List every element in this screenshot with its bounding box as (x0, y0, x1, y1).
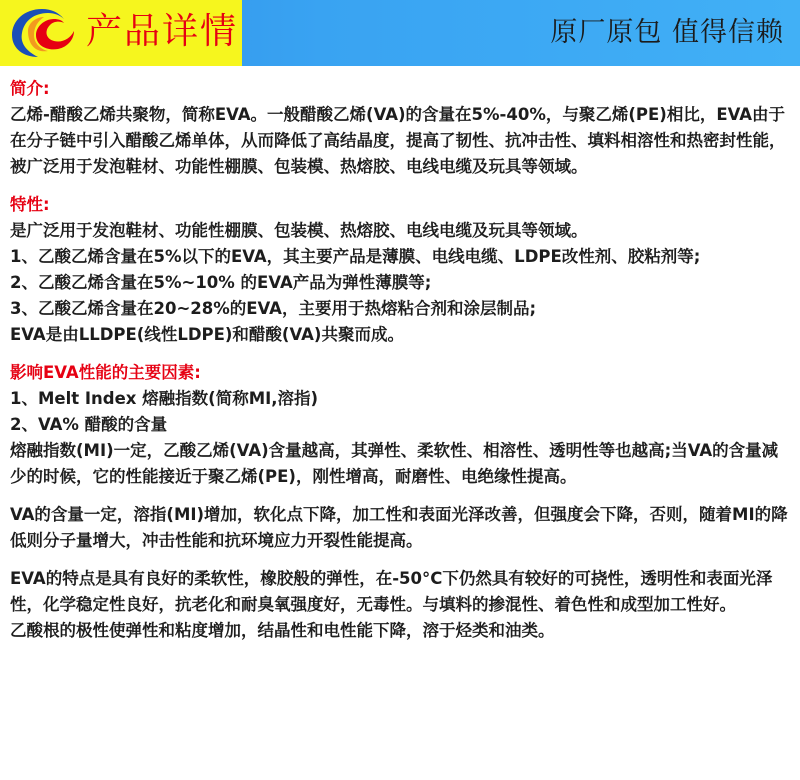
features-line: 1、乙酸乙烯含量在5%以下的EVA，其主要产品是薄膜、电线电缆、LDPE改性剂、胶粘剂等; (10, 247, 701, 266)
intro-text: 乙烯-醋酸乙烯共聚物，简称EVA。一般醋酸乙烯(VA)的含量在5%-40%，与聚乙烯(PE)相比，EVA由于在分子链中引入醋酸乙烯单体，从而降低了高结晶度，提高了韧性、抗冲击性、填料相溶性和热密封性能，被广泛用于发泡鞋材、功能性棚膜、包装模、热熔胶、电线电缆及玩具等领域。 (10, 105, 786, 176)
factors-paragraph: VA的含量一定，溶指(MI)增加，软化点下降，加工性和表面光泽改善，但强度会下降，否则，随着MI的降低则分子量增大，冲击性能和抗环境应力开裂性能提高。 (10, 505, 788, 550)
product-details (10, 76, 792, 644)
header-banner (0, 0, 800, 66)
features-line: EVA是由LLDPE(线性LDPE)和醋酸(VA)共聚而成。 (10, 325, 404, 344)
factors-paragraph: 乙酸根的极性使弹性和粘度增加，结晶性和电性能下降，溶于烃类和油类。 (10, 621, 555, 640)
swirl-logo-icon (8, 5, 80, 61)
features-heading: 特性: (10, 195, 50, 214)
factors-heading: 影响EVA性能的主要因素: (10, 363, 201, 382)
intro-heading: 简介: (10, 79, 50, 98)
factors-line: 2、VA% 醋酸的含量 (10, 415, 168, 434)
factors-paragraph: EVA的特点是具有良好的柔软性，橡胶般的弹性，在-50°C下仍然具有较好的可挠性，透明性和表面光泽性，化学稳定性良好，抗老化和耐臭氧强度好，无毒性。与填料的掺混性、着色性和成型加工性好。 (10, 569, 773, 614)
banner-slogan: 原厂原包 值得信赖 (550, 17, 784, 48)
banner-title: 产品详情 (86, 11, 239, 52)
features-line: 是广泛用于发泡鞋材、功能性棚膜、包装模、热熔胶、电线电缆及玩具等领域。 (10, 221, 588, 240)
features-line: 2、乙酸乙烯含量在5%~10% 的EVA产品为弹性薄膜等; (10, 273, 432, 292)
banner-title-box (0, 0, 242, 66)
factors-paragraph: 熔融指数(MI)一定，乙酸乙烯(VA)含量越高，其弹性、柔软性、相溶性、透明性等也越高;当VA的含量减少的时候，它的性能接近于聚乙烯(PE)，刚性增高，耐磨性、电绝缘性提高。 (10, 441, 779, 486)
features-line: 3、乙酸乙烯含量在20~28%的EVA，主要用于热熔粘合剂和涂层制品; (10, 299, 537, 318)
factors-line: 1、Melt Index 熔融指数(简称MI,溶指) (10, 389, 319, 408)
